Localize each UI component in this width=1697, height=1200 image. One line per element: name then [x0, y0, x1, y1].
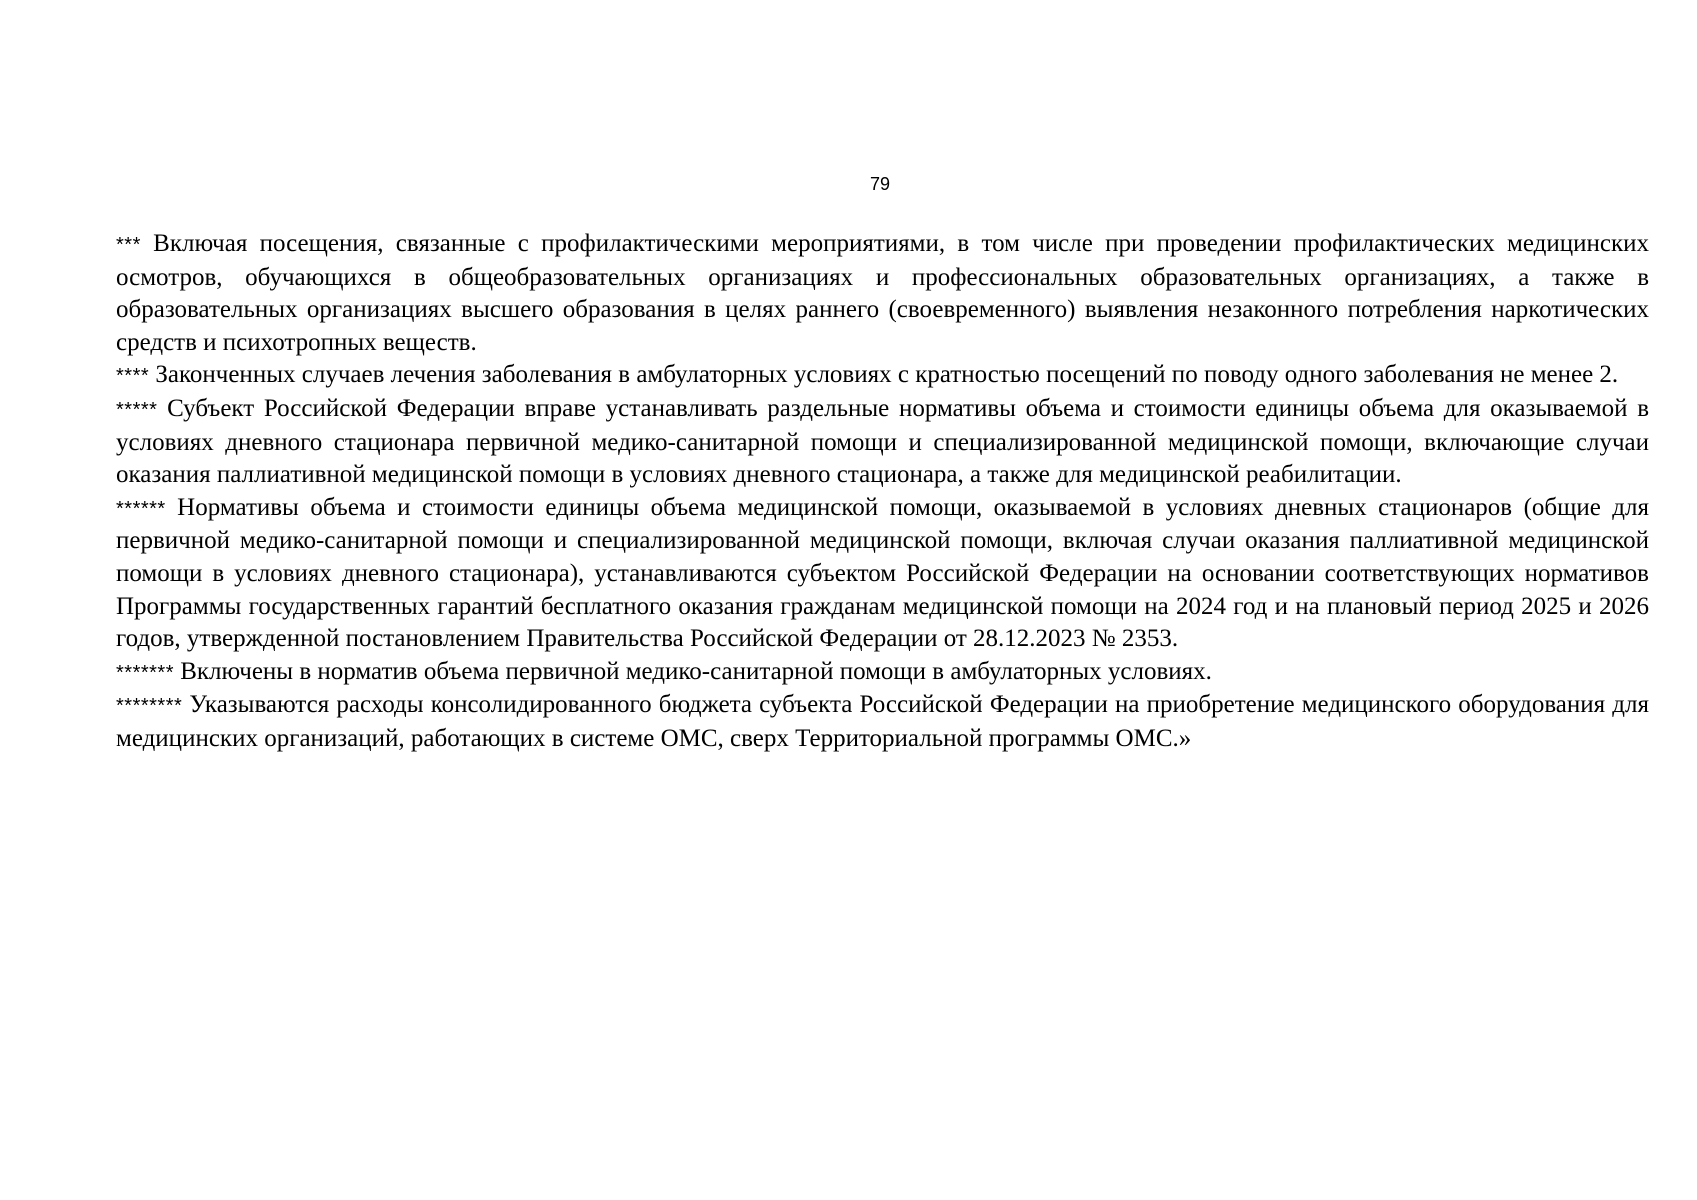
footnote-text: Субъект Российской Федерации вправе устанавливать раздельные нормативы объема и стоимости единицы объема для оказываемой в условиях дневного стационара первичной медико-санитарной помощи и специализированной медицинской помощи, включающие случаи оказания паллиативной медицинской помощи в условиях дневного стационара, а также для медицинской реабилитации.	[116, 394, 1649, 489]
footnote-marker: ****	[116, 365, 150, 388]
footnote-text: Законченных случаев лечения заболевания в амбулаторных условиях с кратностью посещений по поводу одного заболевания не менее 2.	[155, 361, 1619, 389]
footnote-6	[116, 492, 1649, 656]
footnote-marker: ***	[116, 234, 141, 256]
footnote-3	[116, 228, 1649, 359]
footnote-marker: ******	[116, 497, 166, 520]
footnote-marker: *******	[116, 661, 174, 684]
footnote-7	[116, 656, 1649, 690]
footnote-text: Нормативы объема и стоимости единицы объема медицинской помощи, оказываемой в условиях дневных стационаров (общие для первичной медико-санитарной помощи и специализированной медицинской помощи, включая случаи оказания паллиативной медицинской помощи в условиях дневного стационара), устанавливаются субъектом Российской Федерации на основании соответствующих нормативов Программы государственных гарантий бесплатного оказания гражданам медицинской помощи на 2024 год и на плановый период 2025 и 2026 годов, утвержденной постановлением Правительства Российской Федерации от 28.12.2023 № 2353.	[116, 493, 1650, 653]
footnote-4	[116, 359, 1649, 393]
page-number: 79	[869, 174, 891, 194]
footnote-marker: *****	[116, 398, 158, 421]
footnote-text: Включая посещения, связанные с профилактическими мероприятиями, в том числе при проведении профилактических медицинских осмотров, обучающихся в общеобразовательных организациях и профессиональных образовательных организациях, а также в образовательных организациях высшего образования в целях раннего (своевременного) выявления незаконного потребления наркотических средств и психотропных веществ.	[116, 230, 1650, 356]
footnotes-block	[116, 228, 1649, 756]
footnote-5	[116, 393, 1649, 492]
footnote-marker: ********	[116, 695, 183, 718]
footnote-text: Указываются расходы консолидированного бюджета субъекта Российской Федерации на приобретение медицинского оборудования для медицинских организаций, работающих в системе ОМС, сверх Территориальной программы ОМС.»	[116, 691, 1650, 752]
footnote-8	[116, 689, 1649, 755]
footnote-text: Включены в норматив объема первичной медико-санитарной помощи в амбулаторных условиях.	[180, 657, 1212, 685]
